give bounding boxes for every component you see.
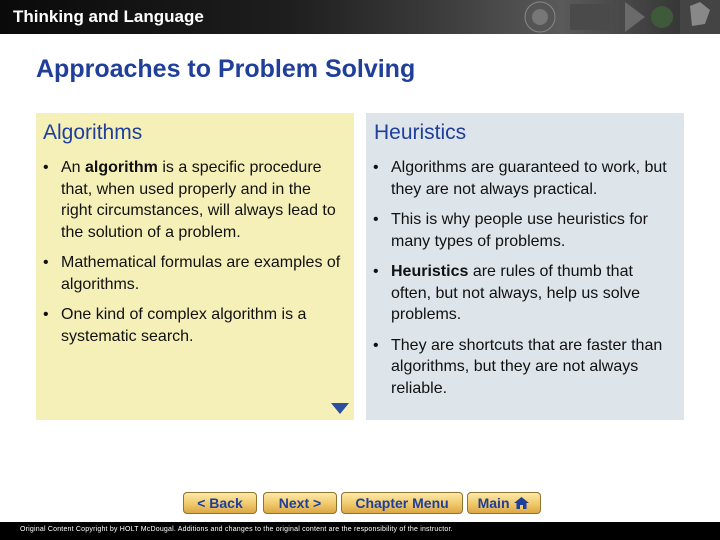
list-item: • Mathematical formulas are examples of algorithms. xyxy=(42,252,346,295)
algorithms-panel xyxy=(36,113,354,420)
header-title: Thinking and Language xyxy=(13,7,204,26)
slide-heading: Approaches to Problem Solving xyxy=(36,55,416,83)
list-item: • This is why people use heuristics for many types of problems. xyxy=(372,209,676,252)
copyright-text: Original Content Copyright by HOLT McDougal. Additions and changes to the original content are the responsibility of the instructor. xyxy=(20,526,453,533)
heuristics-title: Heuristics xyxy=(374,121,467,144)
heuristics-panel xyxy=(366,113,684,420)
main-button[interactable] xyxy=(467,492,541,514)
main-label: Main xyxy=(477,495,510,511)
list-item: • One kind of complex algorithm is a systematic search. xyxy=(42,304,346,347)
list-item: • Algorithms are guaranteed to work, but they are not always practical. xyxy=(372,157,676,200)
footer-bar xyxy=(0,522,720,540)
title-bar xyxy=(0,0,720,34)
heuristics-list xyxy=(372,157,676,408)
list-item: • An algorithm is a specific procedure that, when used properly and in the right circumstances, will always lead to the solution of a problem. xyxy=(42,157,346,243)
algorithms-list xyxy=(42,157,346,356)
header-decoration xyxy=(400,0,720,34)
list-item: • Heuristics are rules of thumb that often, but not always, help us solve problems. xyxy=(372,261,676,326)
list-item: • They are shortcuts that are faster than algorithms, but they are not always reliable. xyxy=(372,335,676,400)
chapter-menu-button[interactable]: Chapter Menu xyxy=(341,492,463,514)
algorithms-title: Algorithms xyxy=(43,121,143,144)
down-triangle-icon[interactable] xyxy=(331,403,349,414)
next-button[interactable]: Next > xyxy=(263,492,337,514)
back-button[interactable]: < Back xyxy=(183,492,257,514)
home-icon xyxy=(513,496,530,510)
